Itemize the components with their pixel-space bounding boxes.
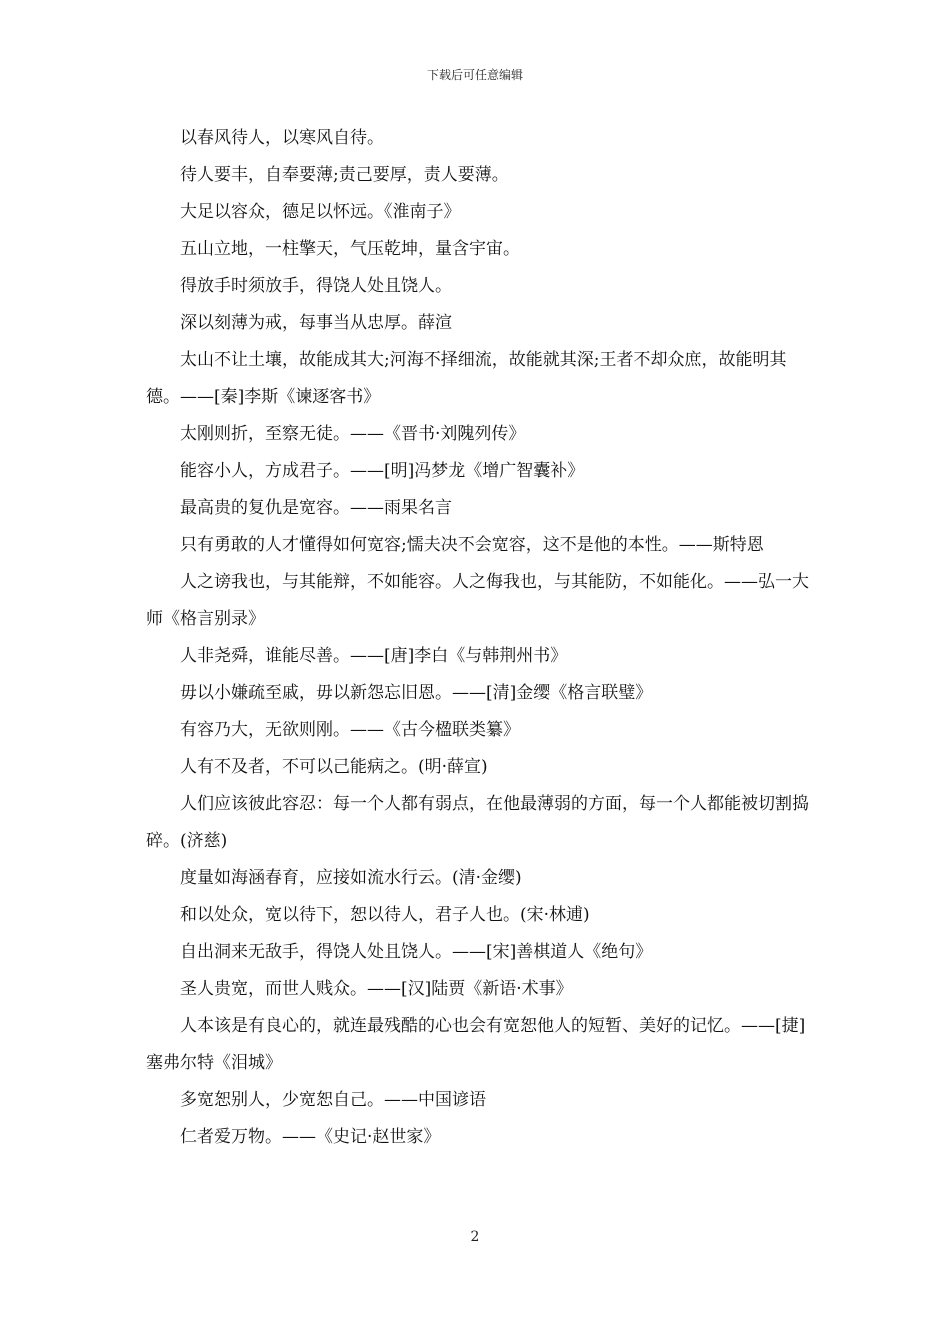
page-header-note: 下载后可任意编辑 [426, 68, 523, 82]
quote-paragraph: 和以处众，宽以待下，恕以待人，君子人也。(宋·林逋) [180, 905, 590, 925]
quote-paragraph: 自出洞来无敌手，得饶人处且饶人。——[宋]善棋道人《绝句》 [180, 942, 653, 962]
quote-paragraph: 深以刻薄为戒，每事当从忠厚。薛渲 [180, 313, 452, 333]
quote-paragraph: 人非尧舜，谁能尽善。——[唐]李白《与韩荆州书》 [180, 646, 568, 666]
document-body [146, 120, 816, 1156]
quote-paragraph: 以春风待人，以寒风自待。 [180, 128, 384, 148]
quote-paragraph: 度量如海涵春育，应接如流水行云。(清·金缨) [180, 868, 522, 888]
quote-paragraph: 太山不让土壤，故能成其大;河海不择细流，故能就其深;王者不却众庶，故能明其德。——[秦]李斯《谏逐客书》 [146, 350, 787, 407]
quote-paragraph: 得放手时须放手，得饶人处且饶人。 [180, 276, 452, 296]
quote-paragraph: 人们应该彼此容忍：每一个人都有弱点，在他最薄弱的方面，每一个人都能被切割捣碎。(济慈) [146, 794, 809, 851]
quote-paragraph: 仁者爱万物。——《史记·赵世家》 [180, 1127, 441, 1147]
page-number: 2 [470, 1229, 480, 1245]
quote-paragraph: 多宽恕别人，少宽恕自己。——中国谚语 [180, 1090, 486, 1110]
quote-paragraph: 有容乃大，无欲则刚。——《古今楹联类纂》 [180, 720, 520, 740]
quote-paragraph: 五山立地，一柱擎天，气压乾坤，量含宇宙。 [180, 239, 520, 259]
quote-paragraph: 太刚则折，至察无徒。——《晋书·刘隗列传》 [180, 424, 526, 444]
quote-paragraph: 人有不及者，不可以己能病之。(明·薛宣) [180, 757, 488, 777]
quote-paragraph: 待人要丰，自奉要薄;责己要厚，责人要薄。 [180, 165, 509, 185]
quote-paragraph: 能容小人，方成君子。——[明]冯梦龙《增广智囊补》 [180, 461, 585, 481]
quote-paragraph: 最高贵的复仇是宽容。——雨果名言 [180, 498, 452, 518]
quote-paragraph: 大足以容众，德足以怀远。《淮南子》 [180, 202, 461, 222]
quote-paragraph: 人之谤我也，与其能辩，不如能容。人之侮我也，与其能防，不如能化。——弘一大师《格言别录》 [146, 572, 809, 629]
quote-paragraph: 圣人贵宽，而世人贱众。——[汉]陆贾《新语·术事》 [180, 979, 573, 999]
quote-paragraph: 只有勇敢的人才懂得如何宽容;懦夫决不会宽容，这不是他的本性。——斯特恩 [180, 535, 764, 555]
quote-paragraph: 毋以小嫌疏至戚，毋以新怨忘旧恩。——[清]金缨《格言联璧》 [180, 683, 653, 703]
quote-paragraph: 人本该是有良心的，就连最残酷的心也会有宽恕他人的短暂、美好的记忆。——[捷]塞弗尔特《泪城》 [146, 1016, 806, 1073]
